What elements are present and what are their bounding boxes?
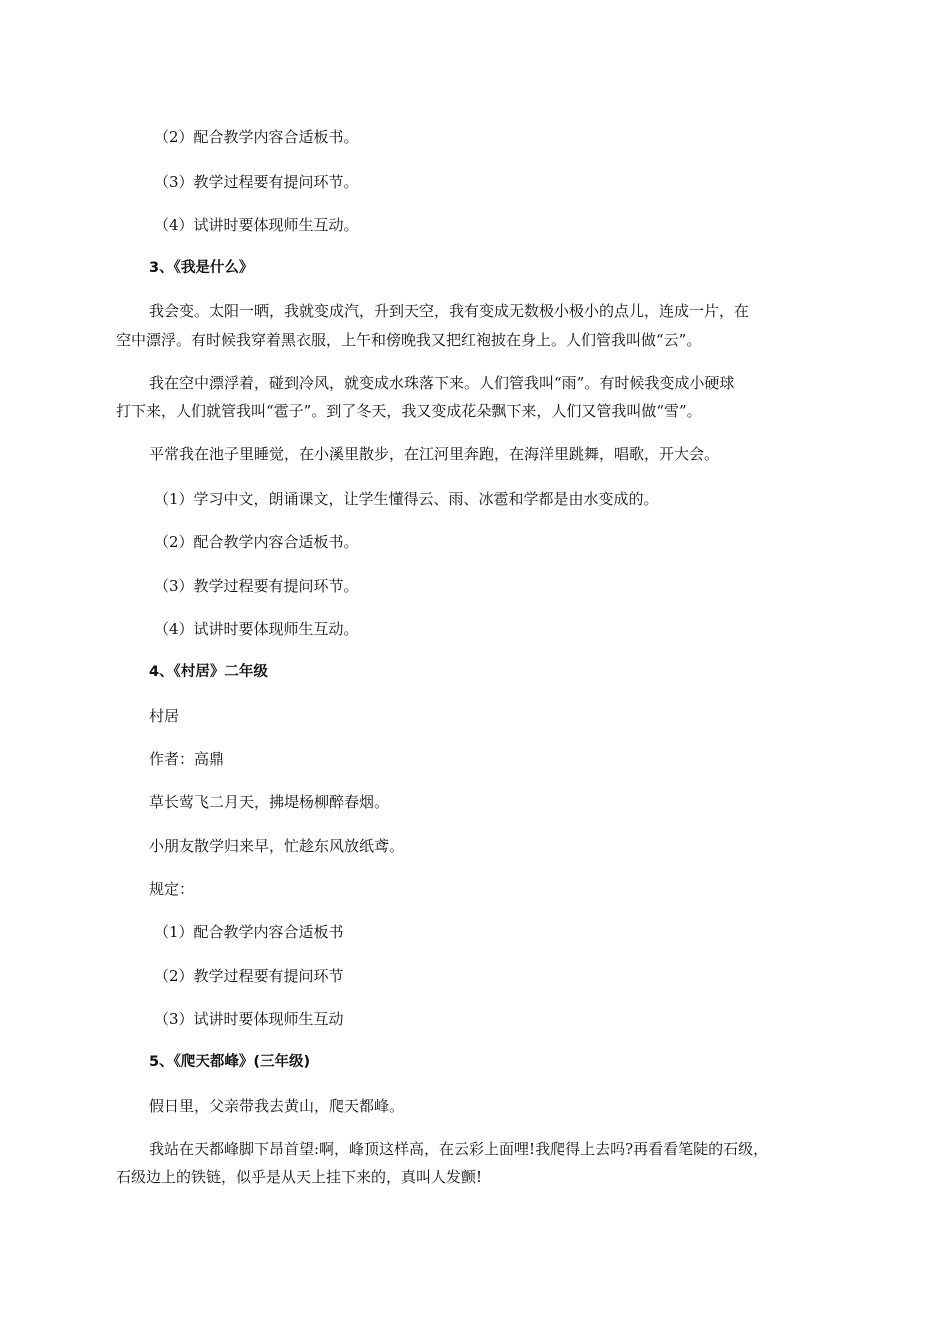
paragraph-line: 我站在天都峰脚下昂首望:啊，峰顶这样高，在云彩上面哩!我爬得上去吗?再看看笔陡的石级， (149, 1140, 769, 1158)
paragraph-line: 空中漂浮。有时候我穿着黑衣服，上午和傍晚我又把红袍披在身上。人们管我叫做“云”。 (116, 331, 702, 349)
paragraph-line: 打下来，人们就管我叫“雹子”。到了冬天，我又变成花朵飘下来，人们又管我叫做“雪”。 (116, 402, 702, 420)
paragraph-line: 假日里，父亲带我去黄山，爬天都峰。 (149, 1097, 405, 1115)
section-heading-4: 4、《村居》二年级 (149, 664, 268, 680)
requirement-item: （4）试讲时要体现师生互动。 (154, 216, 359, 234)
requirement-item: （2）配合教学内容合适板书。 (154, 533, 359, 551)
poem-author: 作者：高鼎 (149, 750, 225, 768)
paragraph-line: 平常我在池子里睡觉，在小溪里散步，在江河里奔跑，在海洋里跳舞，唱歌，开大会。 (149, 445, 720, 463)
paragraph-line: 石级边上的铁链，似乎是从天上挂下来的，真叫人发颤! (116, 1168, 483, 1186)
paragraph-line: 我会变。太阳一晒，我就变成汽，升到天空，我有变成无数极小极小的点儿，连成一片，在 (149, 302, 750, 320)
requirement-item: （4）试讲时要体现师生互动。 (154, 620, 359, 638)
requirement-item: （3）教学过程要有提问环节。 (154, 577, 359, 595)
requirement-item: （1）配合教学内容合适板书 (154, 923, 344, 941)
section-heading-5: 5、《爬天都峰》(三年级) (149, 1054, 311, 1070)
poem-title: 村居 (149, 707, 180, 725)
requirement-item: （1）学习中文，朗诵课文，让学生懂得云、雨、冰雹和学都是由水变成的。 (154, 490, 659, 508)
requirement-item: （2）教学过程要有提问环节 (154, 967, 344, 985)
requirement-item: （3）教学过程要有提问环节。 (154, 173, 359, 191)
paragraph-line: 我在空中漂浮着，碰到冷风，就变成水珠落下来。人们管我叫“雨”。有时候我变成小硬球 (149, 374, 735, 392)
requirement-item: （3）试讲时要体现师生互动 (154, 1010, 344, 1028)
rule-label: 规定： (149, 880, 195, 898)
poem-line: 草长莺飞二月天，拂堤杨柳醉春烟。 (149, 793, 390, 811)
poem-line: 小朋友散学归来早，忙趁东风放纸鸢。 (149, 837, 405, 855)
requirement-item: （2）配合教学内容合适板书。 (154, 128, 359, 146)
section-heading-3: 3、《我是什么》 (149, 260, 254, 276)
